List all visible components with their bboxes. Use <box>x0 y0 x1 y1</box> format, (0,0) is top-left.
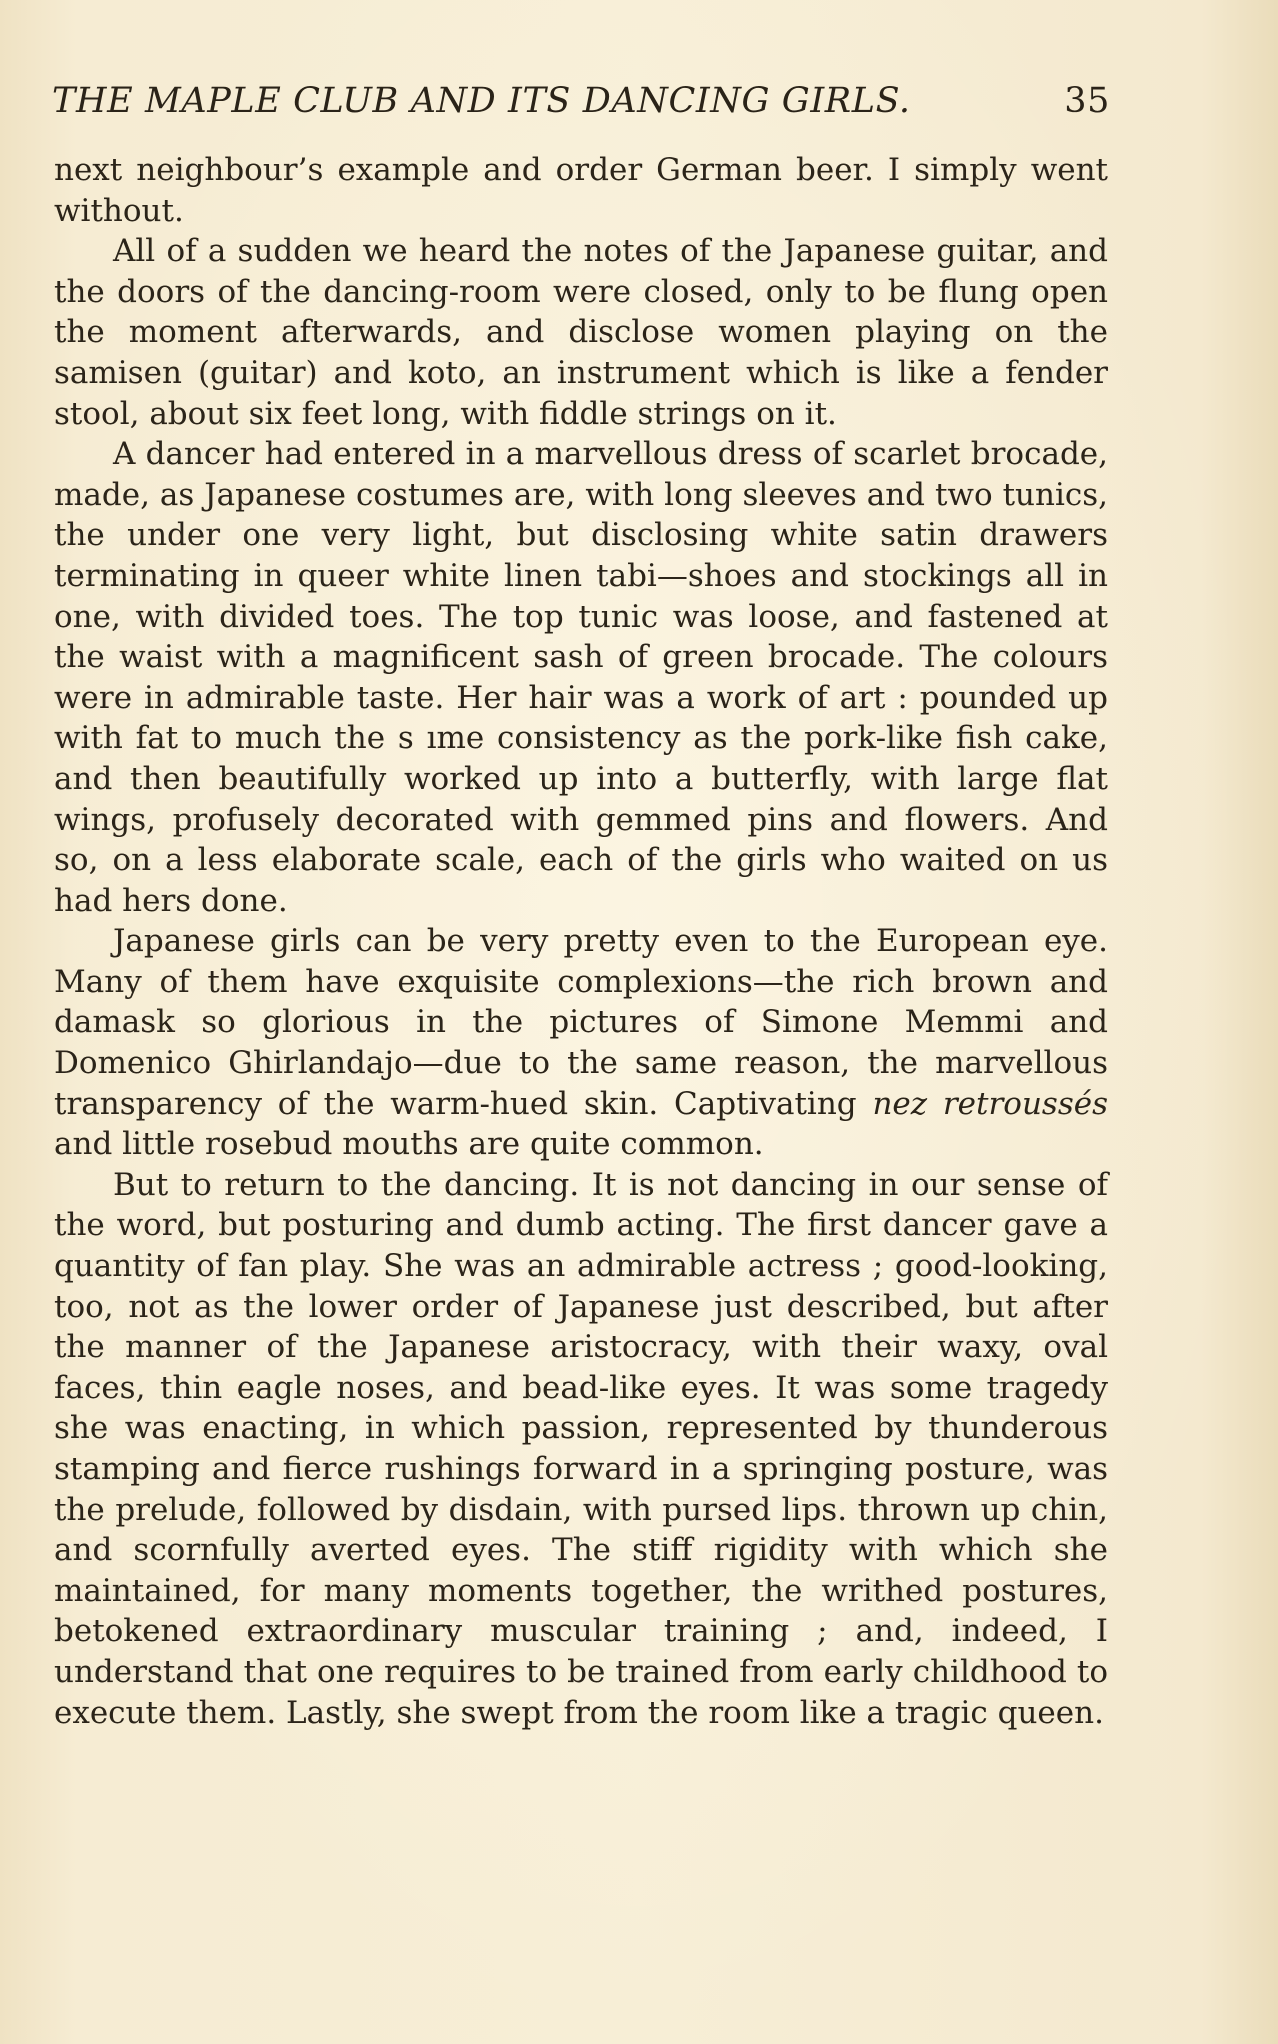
paragraph-text-after: and little rosebud mouths are quite common. <box>54 1126 764 1163</box>
paragraph-dancer-dress: A dancer had entered in a marvellous dress of scarlet brocade, made, as Japanese costumes are, with long sleeves and two tunics, the under one very light, but disclosing white satin drawers terminating in queer white linen tabi—shoes and stockings all in one, with divided toes. The top tunic was loose, and fastened at the waist with a magnificent sash of green brocade. The colours were in admirable taste. Her hair was a work of art : pounded up with fat to much the s ıme consistency as the pork-like fish cake, and then beautifully worked up into a butterfly, with large flat wings, profusely decorated with gemmed pins and flowers. And so, on a less elaborate scale, each of the girls who waited on us had hers done. <box>54 436 1108 919</box>
paragraph-guitar-music: All of a sudden we heard the notes of the Japanese guitar, and the doors of the dancing-room were closed, only to be flung open the moment afterwards, and disclose women playing on the samisen (guitar) and koto, an instrument which is like a fender stool, about six feet long, with fiddle strings on it. <box>54 233 1108 432</box>
running-title: THE MAPLE CLUB AND ITS DANCING GIRLS. <box>52 81 911 121</box>
paragraph-text-before: Japanese girls can be very pretty even to the European eye. Many of them have exquisite complexions—the rich brown and damask so glorious in the pictures of Simone Memmi and Domenico Ghirlandajo—due to the same reason, the marvellous transparency of the warm-hued skin. Captivating <box>54 923 1108 1122</box>
body-text <box>54 150 1108 1733</box>
paragraph-continuation: next neighbour’s example and order German beer. I simply went without. <box>54 152 1108 229</box>
page-number: 35 <box>1064 81 1110 121</box>
page-header <box>52 74 1110 128</box>
paragraph-dancing: But to return to the dancing. It is not dancing in our sense of the word, but posturing and dumb acting. The first dancer gave a quantity of fan play. She was an admirable actress ; good-looking, too, not as the lower order of Japanese just described, but after the manner of the Japanese aristocracy, with their waxy, oval faces, thin eagle noses, and bead-like eyes. It was some tragedy she was enacting, in which passion, represented by thunderous stamping and fierce rushings forward in a springing posture, was the prelude, followed by disdain, with pursed lips. thrown up chin, and scornfully averted eyes. The stiff rigidity with which she maintained, for many moments together, the writhed postures, betokened extraordinary muscular training ; and, indeed, I understand that one requires to be trained from early childhood to execute them. Lastly, she swept from the room like a tragic queen. <box>54 1166 1108 1731</box>
paragraph-japanese-girls <box>54 921 1108 1165</box>
foreign-phrase: nez retroussés <box>872 1085 1109 1122</box>
